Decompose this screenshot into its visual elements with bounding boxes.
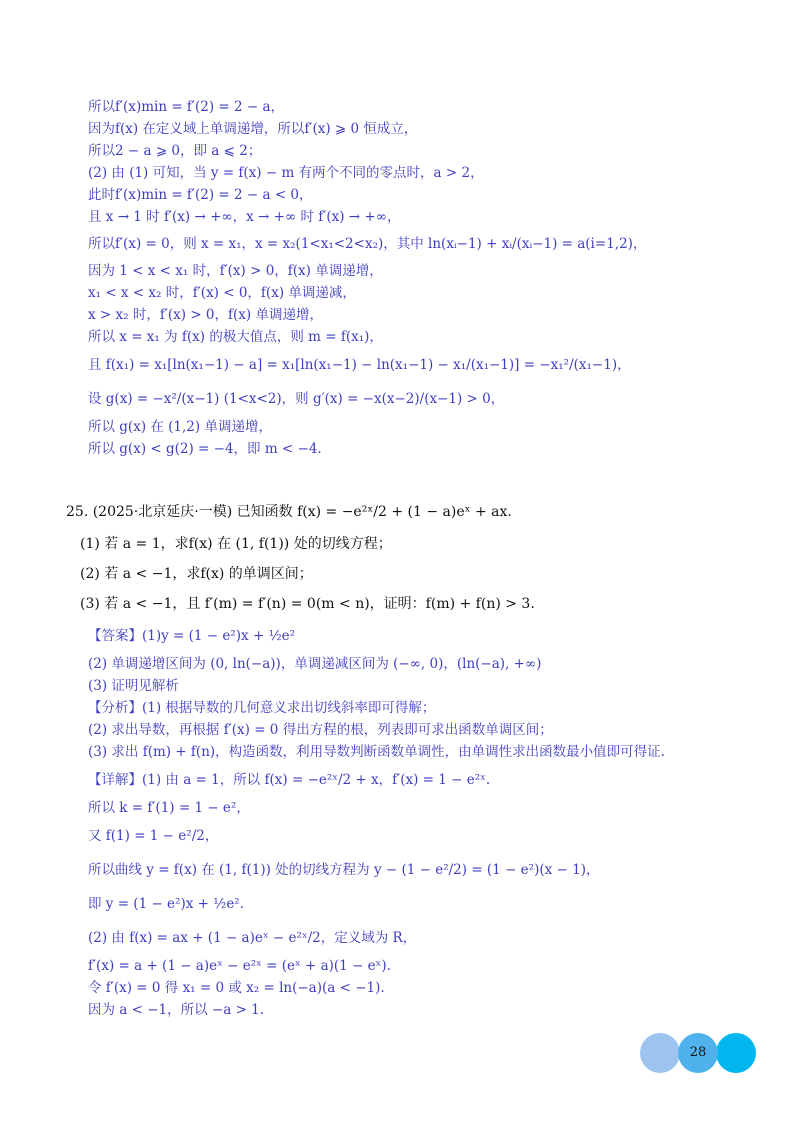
detail-line: 因为 a < −1，所以 −a > 1.: [88, 1002, 265, 1018]
detail-line: 令 f′(x) = 0 得 x₁ = 0 或 x₂ = ln(−a)(a < −1).: [88, 980, 385, 996]
solution-line: 所以 g(x) < g(2) = −4，即 m < −4.: [88, 441, 322, 457]
answer-line: 【答案】(1)y = (1 − e²)x + ½e²: [88, 628, 296, 644]
problem-statement: 25. (2025·北京延庆·一模) 已知函数 f(x) = −e²ˣ/2 + (1 − a)eˣ + ax.: [66, 504, 512, 520]
analysis-line: 【分析】(1) 根据导数的几何意义求出切线斜率即可得解；: [88, 700, 436, 716]
page-number: 28: [689, 1045, 707, 1060]
solution-line: 因为 1 < x < x₁ 时，f′(x) > 0，f(x) 单调递增，: [88, 263, 383, 279]
solution-line: (2) 由 (1) 可知，当 y = f(x) − m 有两个不同的零点时，a > 2，: [88, 165, 484, 181]
solution-line: 因为f(x) 在定义域上单调递增，所以f′(x) ⩾ 0 恒成立，: [88, 121, 418, 137]
problem-part: (2) 若 a < −1，求f(x) 的单调区间；: [80, 566, 313, 582]
badge-circle-right: [716, 1033, 756, 1073]
solution-line: 设 g(x) = −x²/(x−1) (1<x<2)，则 g′(x) = −x(x−2)/(x−1) > 0，: [88, 391, 505, 407]
answer-line: (2) 单调递增区间为 (0, ln(−a))，单调递减区间为 (−∞, 0)，(ln(−a), +∞): [88, 656, 542, 672]
solution-line: 此时f′(x)min = f′(2) = 2 − a < 0，: [88, 187, 313, 203]
analysis-line: (2) 求出导数，再根据 f′(x) = 0 得出方程的根，列表即可求出函数单调区间；: [88, 722, 553, 738]
page-number-badge: [640, 1033, 760, 1077]
solution-line: 且 f(x₁) = x₁[ln(x₁−1) − a] = x₁[ln(x₁−1) − ln(x₁−1) − x₁/(x₁−1)] = −x₁²/(x₁−1)，: [88, 357, 631, 373]
detail-line: 即 y = (1 − e²)x + ½e².: [88, 896, 245, 912]
answer-line: (3) 证明见解析: [88, 678, 179, 694]
problem-part: (1) 若 a = 1，求f(x) 在 (1, f(1)) 处的切线方程；: [80, 536, 392, 552]
solution-line: 所以2 − a ⩾ 0，即 a ⩽ 2；: [88, 143, 262, 159]
answer-section: [88, 619, 738, 1021]
solution-line: 所以 g(x) 在 (1,2) 单调递增，: [88, 419, 272, 435]
detail-line: 又 f(1) = 1 − e²/2，: [88, 828, 219, 844]
solution-line: 所以f′(x)min = f′(2) = 2 − a，: [88, 99, 285, 115]
solution-line: 所以 x = x₁ 为 f(x) 的极大值点，则 m = f(x₁)，: [88, 329, 383, 345]
top-solution: [88, 96, 728, 460]
solution-line: 且 x → 1 时 f′(x) → +∞，x → +∞ 时 f′(x) → +∞，: [88, 209, 401, 225]
detail-line: 所以曲线 y = f(x) 在 (1, f(1)) 处的切线方程为 y − (1 − e²/2) = (1 − e²)(x − 1)，: [88, 862, 600, 878]
solution-line: x₁ < x < x₂ 时，f′(x) < 0，f(x) 单调递减，: [88, 285, 356, 301]
solution-line: 所以f′(x) = 0，则 x = x₁，x = x₂(1<x₁<2<x₂)，其中 ln(xᵢ−1) + xᵢ/(xᵢ−1) = a(i=1,2)，: [88, 236, 647, 252]
analysis-line: (3) 求出 f(m) + f(n)，构造函数，利用导数判断函数单调性，由单调性求出函数最小值即可得证.: [88, 744, 665, 760]
badge-circle-left: [640, 1033, 680, 1073]
problem-25: [66, 495, 746, 619]
detail-line: (2) 由 f(x) = ax + (1 − a)eˣ − e²ˣ/2，定义域为 R，: [88, 930, 417, 946]
detail-line: 【详解】(1) 由 a = 1，所以 f(x) = −e²ˣ/2 + x，f′(x) = 1 − e²ˣ.: [88, 772, 491, 788]
problem-part: (3) 若 a < −1，且 f′(m) = f′(n) = 0(m < n)，证明：f(m) + f(n) > 3.: [80, 596, 535, 612]
solution-line: x > x₂ 时，f′(x) > 0，f(x) 单调递增，: [88, 307, 323, 323]
detail-line: f′(x) = a + (1 − a)eˣ − e²ˣ = (eˣ + a)(1 − eˣ).: [88, 958, 391, 974]
detail-line: 所以 k = f′(1) = 1 − e²，: [88, 800, 250, 816]
